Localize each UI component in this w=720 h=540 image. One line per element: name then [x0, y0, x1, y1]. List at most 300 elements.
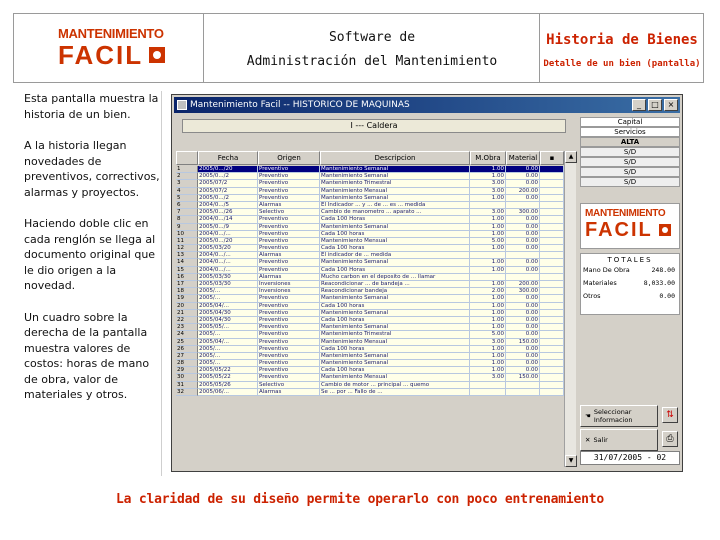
table-cell: 2005/05/... [198, 324, 258, 331]
row-number: 3 [176, 180, 198, 187]
table-cell: Preventivo [258, 310, 320, 317]
table-cell: Cada 100 Horas [320, 216, 470, 223]
minimize-icon[interactable]: _ [632, 99, 646, 111]
column-header-descripcion[interactable]: Descripcion [320, 151, 470, 165]
row-number: 31 [176, 382, 198, 389]
maximize-icon[interactable]: □ [648, 99, 662, 111]
table-cell: 1.00 [470, 245, 506, 252]
option-sd[interactable]: S/D [580, 177, 680, 187]
table-cell: 2005/03/30 [198, 281, 258, 288]
exit-x-icon: ✕ [585, 436, 591, 444]
table-row[interactable] [176, 209, 576, 216]
table-row[interactable] [176, 180, 576, 187]
table-cell: 1.00 [470, 367, 506, 374]
table-row[interactable] [176, 288, 576, 295]
table-cell: 1.00 [470, 317, 506, 324]
row-number: 27 [176, 353, 198, 360]
table-cell: 2005/05/22 [198, 367, 258, 374]
table-cell: Preventivo [258, 231, 320, 238]
row-number: 10 [176, 231, 198, 238]
table-cell: Mantenimiento Semanal [320, 310, 470, 317]
table-row[interactable] [176, 367, 576, 374]
grid-rows [176, 166, 576, 396]
table-row[interactable] [176, 173, 576, 180]
total-row [581, 290, 679, 303]
table-cell [540, 188, 564, 195]
table-cell [540, 295, 564, 302]
row-number: 8 [176, 216, 198, 223]
table-cell: Inversiones [258, 281, 320, 288]
grid-header [176, 151, 564, 165]
table-cell: 1.00 [470, 281, 506, 288]
history-grid [176, 117, 576, 467]
table-cell: Mantenimiento Semanal [320, 324, 470, 331]
table-cell: 2005/04/30 [198, 310, 258, 317]
table-row[interactable] [176, 216, 576, 223]
row-number: 16 [176, 274, 198, 281]
table-cell [540, 267, 564, 274]
row-number: 30 [176, 374, 198, 381]
right-panel [580, 117, 680, 469]
option-sd[interactable]: S/D [580, 147, 680, 157]
table-cell: Preventivo [258, 195, 320, 202]
table-cell: Cada 100 horas [320, 231, 470, 238]
table-row[interactable] [176, 224, 576, 231]
table-cell: 0.00 [506, 317, 540, 324]
table-cell: 2004/0.../14 [198, 216, 258, 223]
table-cell [540, 324, 564, 331]
table-cell [540, 231, 564, 238]
table-cell: 0.00 [506, 180, 540, 187]
row-number-header [176, 151, 198, 165]
table-row[interactable] [176, 231, 576, 238]
table-cell: 2005/05/22 [198, 374, 258, 381]
total-row [581, 264, 679, 277]
option-alta[interactable]: ALTA [580, 137, 680, 147]
panel-logo-line2 [585, 219, 679, 241]
table-row[interactable] [176, 188, 576, 195]
table-cell: 2005/... [198, 288, 258, 295]
footer-tagline: La claridad de su diseño permite operarlo con poco entrenamiento [115, 492, 605, 507]
table-cell [540, 288, 564, 295]
table-cell: 2005/0.../9 [198, 224, 258, 231]
table-cell [540, 346, 564, 353]
table-cell: 2005/... [198, 331, 258, 338]
table-cell: Mantenimiento Semanal [320, 360, 470, 367]
header-section-cell [540, 14, 704, 82]
table-cell: 1.00 [470, 267, 506, 274]
table-cell [540, 360, 564, 367]
panel-logo [580, 203, 680, 249]
row-number: 11 [176, 238, 198, 245]
table-cell: Mantenimiento Trimestral [320, 331, 470, 338]
table-cell: 0.00 [506, 245, 540, 252]
table-cell: Alarmas [258, 274, 320, 281]
totals-box [580, 253, 680, 315]
table-cell [506, 382, 540, 389]
table-row[interactable] [176, 252, 576, 259]
table-cell: 3.00 [470, 374, 506, 381]
table-cell [540, 173, 564, 180]
row-number: 22 [176, 317, 198, 324]
table-row[interactable] [176, 195, 576, 202]
logo-line1: MANTENIMIENTO [58, 26, 164, 41]
panel-logo-line1: MANTENIMIENTO [585, 208, 666, 219]
row-number: 29 [176, 367, 198, 374]
table-cell: 0.00 [506, 195, 540, 202]
table-cell [540, 331, 564, 338]
table-cell: 1.00 [470, 231, 506, 238]
row-number: 9 [176, 224, 198, 231]
table-cell [540, 245, 564, 252]
table-cell: Preventivo [258, 339, 320, 346]
table-row[interactable] [176, 346, 576, 353]
table-cell: 2005/04/... [198, 339, 258, 346]
header [13, 13, 704, 83]
table-row[interactable] [176, 382, 576, 389]
table-cell: 0.00 [506, 259, 540, 266]
table-cell: 2004/0.../... [198, 231, 258, 238]
option-sd[interactable]: S/D [580, 167, 680, 177]
table-cell: Preventivo [258, 367, 320, 374]
row-number: 28 [176, 360, 198, 367]
table-cell: 1.00 [470, 346, 506, 353]
table-cell: Preventivo [258, 353, 320, 360]
table-row[interactable] [176, 202, 576, 209]
table-cell [540, 166, 564, 173]
table-cell: Alarmas [258, 202, 320, 209]
table-cell [506, 202, 540, 209]
table-cell: Preventivo [258, 245, 320, 252]
table-cell: Mantenimiento Trimestral [320, 180, 470, 187]
table-cell: Inversiones [258, 288, 320, 295]
table-cell [540, 382, 564, 389]
table-cell: Cada 100 horas [320, 346, 470, 353]
app-icon [177, 100, 187, 110]
exit-label: Salir [593, 436, 608, 444]
close-icon[interactable]: × [664, 99, 678, 111]
table-cell: Mantenimiento Semanal [320, 166, 470, 173]
row-number: 13 [176, 252, 198, 259]
table-cell: 0.00 [506, 267, 540, 274]
table-cell: 1.00 [470, 353, 506, 360]
row-number: 25 [176, 339, 198, 346]
table-cell [540, 374, 564, 381]
table-cell: Mantenimiento Mensual [320, 238, 470, 245]
equipment-field: I --- Caldera [182, 119, 566, 133]
mantenimiento-facil-logo [58, 26, 188, 72]
table-cell: 2005/03/30 [198, 274, 258, 281]
table-cell: 200.00 [506, 281, 540, 288]
table-cell: Selectivo [258, 209, 320, 216]
table-row[interactable] [176, 317, 576, 324]
table-cell: 1.00 [470, 310, 506, 317]
table-cell: Preventivo [258, 188, 320, 195]
table-cell: 0.00 [506, 238, 540, 245]
table-row[interactable] [176, 166, 576, 173]
column-header-material[interactable]: Material [506, 151, 540, 165]
table-cell: 150.00 [506, 339, 540, 346]
grid-scrollbar[interactable] [564, 151, 576, 467]
table-cell: 0.00 [506, 346, 540, 353]
table-row[interactable] [176, 374, 576, 381]
table-cell: 0.00 [506, 173, 540, 180]
table-cell: 3.00 [470, 339, 506, 346]
total-label: Materiales [583, 279, 617, 287]
table-cell [470, 382, 506, 389]
table-cell: Mantenimiento Mensual [320, 339, 470, 346]
table-cell: Mucho carbon en el deposito de ... llamar [320, 274, 470, 281]
logo-mark-icon [659, 224, 671, 236]
table-cell: 2005/0.../26 [198, 209, 258, 216]
table-cell [540, 339, 564, 346]
history-window [171, 94, 683, 472]
row-number: 23 [176, 324, 198, 331]
window-controls [632, 99, 678, 111]
row-number: 17 [176, 281, 198, 288]
table-cell: Preventivo [258, 259, 320, 266]
table-cell: Preventivo [258, 216, 320, 223]
table-cell [470, 274, 506, 281]
table-cell: Preventivo [258, 303, 320, 310]
table-cell: Cambio de manometro ... aparato ... [320, 209, 470, 216]
column-header-origen[interactable]: Origen [258, 151, 320, 165]
table-cell [540, 259, 564, 266]
vertical-divider [161, 91, 162, 476]
panel-logo-word: FACIL [585, 219, 653, 241]
table-cell: Preventivo [258, 346, 320, 353]
table-row[interactable] [176, 259, 576, 266]
select-info-label: Seleccionar Informacion [593, 408, 633, 424]
table-cell [540, 180, 564, 187]
total-label: Otros [583, 292, 601, 300]
select-info-button[interactable] [580, 405, 658, 427]
table-cell: 1.00 [470, 360, 506, 367]
window-titlebar[interactable] [174, 97, 680, 113]
table-cell [540, 281, 564, 288]
table-row[interactable] [176, 389, 576, 396]
table-cell: Preventivo [258, 180, 320, 187]
table-cell: Cada 100 horas [320, 245, 470, 252]
table-cell: 2004/0.../... [198, 252, 258, 259]
table-cell: 2005/... [198, 346, 258, 353]
table-cell: Mantenimiento Semanal [320, 259, 470, 266]
description-paragraph: Esta pantalla muestra la historia de un bien. [24, 92, 159, 121]
table-cell: 1.00 [470, 224, 506, 231]
row-number: 6 [176, 202, 198, 209]
table-row[interactable] [176, 360, 576, 367]
table-cell: 2004/0.../... [198, 267, 258, 274]
table-cell: Preventivo [258, 295, 320, 302]
table-cell: Cada 100 Horas [320, 267, 470, 274]
table-cell: Mantenimiento Mensual [320, 188, 470, 195]
exit-button[interactable] [580, 429, 658, 451]
table-cell: 2005/07/2 [198, 180, 258, 187]
table-row[interactable] [176, 238, 576, 245]
table-cell [540, 252, 564, 259]
table-cell: Preventivo [258, 331, 320, 338]
table-cell [540, 310, 564, 317]
table-cell: Preventivo [258, 374, 320, 381]
total-value: 8,033.00 [643, 279, 675, 287]
table-cell: Preventivo [258, 324, 320, 331]
row-number: 12 [176, 245, 198, 252]
option-servicios[interactable]: Servicios [580, 127, 680, 137]
row-number: 4 [176, 188, 198, 195]
table-cell: 2005/... [198, 295, 258, 302]
table-cell: Cambio de motor ... principal ... quemo [320, 382, 470, 389]
table-cell: 300.00 [506, 288, 540, 295]
table-cell: 1.00 [470, 216, 506, 223]
table-row[interactable] [176, 331, 576, 338]
table-row[interactable] [176, 295, 576, 302]
table-cell: 0.00 [506, 224, 540, 231]
table-cell [540, 317, 564, 324]
table-cell: 2005/0.../2 [198, 195, 258, 202]
table-cell: 2005/04/30 [198, 317, 258, 324]
scroll-up-icon[interactable]: ▲ [565, 151, 577, 163]
table-cell: Reacondicionar ... de bandeja ... [320, 281, 470, 288]
table-cell [540, 202, 564, 209]
description-paragraph: A la historia llegan novedades de preventivos, correctivos, alarmas y proyectos. [24, 139, 160, 199]
table-cell: Preventivo [258, 166, 320, 173]
option-sd[interactable]: S/D [580, 157, 680, 167]
column-header-mobra[interactable]: M.Obra [470, 151, 506, 165]
table-cell [506, 274, 540, 281]
scroll-down-icon[interactable]: ▼ [565, 455, 577, 467]
total-value: 0.00 [659, 292, 675, 300]
table-cell [540, 195, 564, 202]
table-row[interactable] [176, 339, 576, 346]
table-row[interactable] [176, 303, 576, 310]
table-cell: Alarmas [258, 252, 320, 259]
table-cell: 1.00 [470, 195, 506, 202]
table-cell: 300.00 [506, 209, 540, 216]
table-cell: Cada 100 horas [320, 367, 470, 374]
table-cell: 2005/05/26 [198, 382, 258, 389]
row-number: 19 [176, 295, 198, 302]
row-number: 20 [176, 303, 198, 310]
table-cell: Selectivo [258, 382, 320, 389]
table-cell: Reacondicionar bandeja [320, 288, 470, 295]
table-row[interactable] [176, 267, 576, 274]
table-cell: 5.00 [470, 331, 506, 338]
column-header-extra[interactable]: ▪ [540, 151, 564, 165]
table-cell: 0.00 [506, 353, 540, 360]
table-cell [506, 252, 540, 259]
table-cell: 0.00 [506, 295, 540, 302]
table-cell: 200.00 [506, 188, 540, 195]
row-number: 21 [176, 310, 198, 317]
row-number: 24 [176, 331, 198, 338]
table-cell: 1.00 [470, 324, 506, 331]
row-number: 5 [176, 195, 198, 202]
table-cell [470, 202, 506, 209]
table-cell: 2005/... [198, 353, 258, 360]
column-header-fecha[interactable]: Fecha [198, 151, 258, 165]
table-cell [540, 353, 564, 360]
table-cell: 0.00 [506, 231, 540, 238]
table-cell: Mantenimiento Mensual [320, 374, 470, 381]
row-number: 14 [176, 259, 198, 266]
logo-mark-icon [149, 47, 165, 63]
table-cell: 2005/0.../20 [198, 166, 258, 173]
logo-line2 [58, 41, 188, 69]
table-cell: Mantenimiento Semanal [320, 224, 470, 231]
option-capital[interactable]: Capital [580, 117, 680, 127]
table-cell [540, 238, 564, 245]
table-cell: 0.00 [506, 360, 540, 367]
row-number: 1 [176, 166, 198, 173]
table-row[interactable] [176, 274, 576, 281]
table-cell: 1.00 [470, 166, 506, 173]
table-cell [540, 274, 564, 281]
table-cell [540, 303, 564, 310]
table-cell: 0.00 [506, 216, 540, 223]
table-row[interactable] [176, 353, 576, 360]
table-cell: Preventivo [258, 267, 320, 274]
table-cell: Preventivo [258, 173, 320, 180]
row-number: 15 [176, 267, 198, 274]
table-cell: 150.00 [506, 374, 540, 381]
table-cell: 0.00 [506, 310, 540, 317]
table-cell: 3.00 [470, 180, 506, 187]
row-number: 7 [176, 209, 198, 216]
title-line2: Administración del Mantenimiento [246, 54, 498, 69]
table-cell: Preventivo [258, 224, 320, 231]
table-row[interactable] [176, 281, 576, 288]
table-cell: 2005/03/20 [198, 245, 258, 252]
table-cell: Preventivo [258, 360, 320, 367]
total-label: Mano De Obra [583, 266, 630, 274]
table-cell: 2005/07/2 [198, 188, 258, 195]
table-cell: 2004/0.../... [198, 259, 258, 266]
section-subtitle: Detalle de un bien (pantalla) [543, 59, 701, 69]
date-field: 31/07/2005 - 02 [580, 451, 680, 465]
table-row[interactable] [176, 324, 576, 331]
table-cell: Cada 100 horas [320, 303, 470, 310]
table-cell: 1.00 [470, 295, 506, 302]
description-paragraph: Un cuadro sobre la derecha de la pantalla muestra valores de costos: horas de mano de obra, valor de materiales y otros. [24, 310, 150, 401]
table-cell [540, 216, 564, 223]
table-row[interactable] [176, 310, 576, 317]
arrows-icon[interactable]: ⇅ [662, 407, 678, 423]
section-title: Historia de Bienes [546, 32, 698, 48]
table-row[interactable] [176, 245, 576, 252]
table-cell: Mantenimiento Semanal [320, 295, 470, 302]
table-cell [506, 389, 540, 396]
title-line1: Software de [328, 30, 416, 45]
table-cell: Mantenimiento Semanal [320, 353, 470, 360]
printer-icon[interactable]: ⎙ [662, 431, 678, 447]
table-cell: 2005/0.../20 [198, 238, 258, 245]
table-cell: 2.00 [470, 288, 506, 295]
total-row [581, 277, 679, 290]
table-cell: 0.00 [506, 331, 540, 338]
table-cell: 2005/04/... [198, 303, 258, 310]
table-cell: 2005/0.../2 [198, 173, 258, 180]
description-panel [24, 91, 161, 475]
table-cell: 3.00 [470, 209, 506, 216]
table-cell: 1.00 [470, 173, 506, 180]
table-cell: El indicador de ... medida [320, 252, 470, 259]
table-cell [540, 389, 564, 396]
row-number: 32 [176, 389, 198, 396]
table-cell: Se ... por ... Fallo de ... [320, 389, 470, 396]
table-cell: 2005/... [198, 360, 258, 367]
table-cell: El Indicador ... y ... de ... es ... medida [320, 202, 470, 209]
row-number: 18 [176, 288, 198, 295]
